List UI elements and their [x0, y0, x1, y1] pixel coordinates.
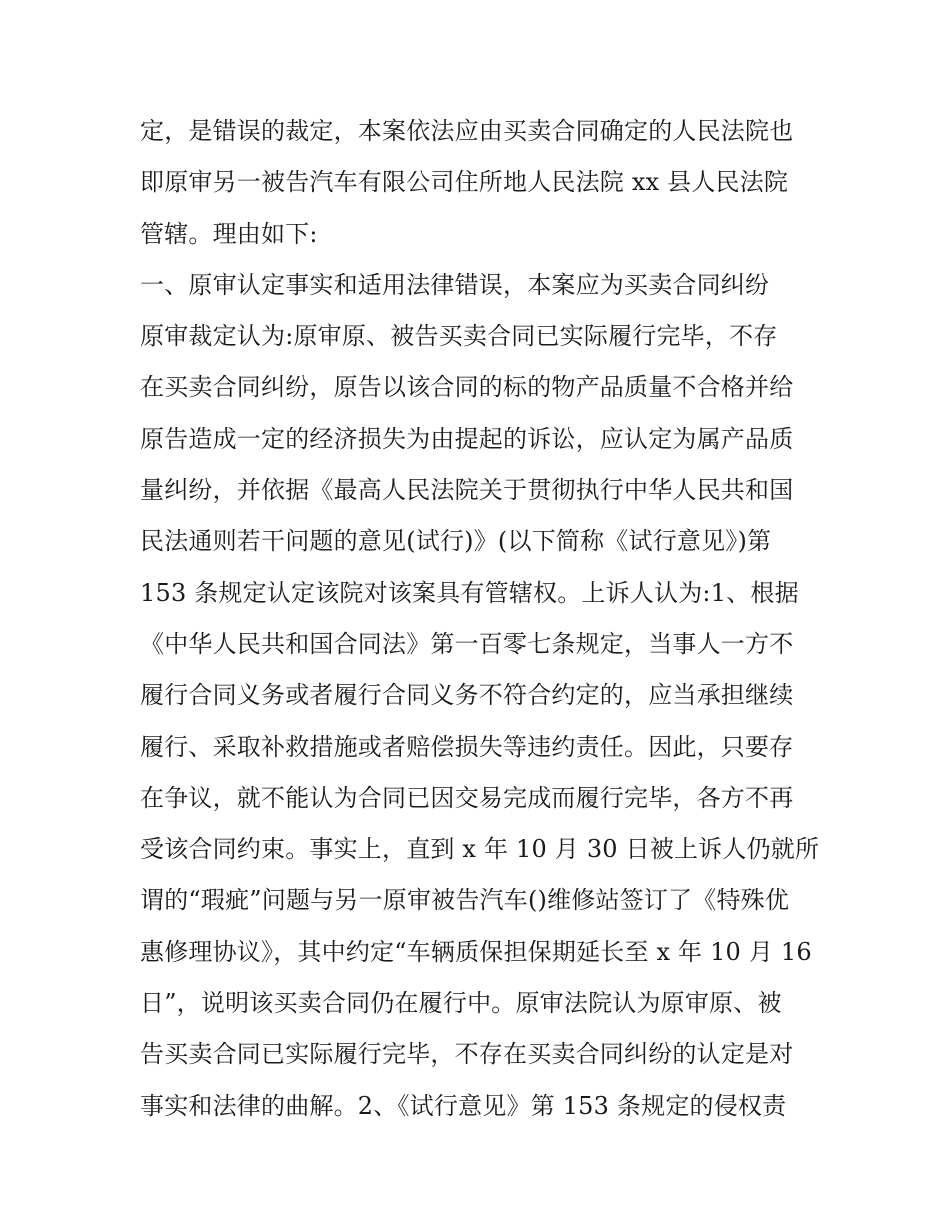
- text-line: 一、原审认定事实和适用法律错误，本案应为买卖合同纠纷: [140, 270, 770, 299]
- text-line: 事实和法律的曲解。2、《试行意见》第 153 条规定的侵权责: [140, 1091, 787, 1120]
- text-line: 惠修理协议》，其中约定“车辆质保担保期延长至 x 年 10 月 16: [140, 937, 812, 966]
- text-line: 民法通则若干问题的意见(试行)》(以下简称《试行意见》)第: [140, 527, 772, 556]
- text-line: 告买卖合同已实际履行完毕，不存在买卖合同纠纷的认定是对: [140, 1040, 794, 1069]
- text-line: 受该合同约束。事实上，直到 x 年 10 月 30 日被上诉人仍就所: [140, 835, 820, 864]
- text-line: 《中华人民共和国合同法》第一百零七条规定，当事人一方不: [140, 629, 794, 658]
- text-line: 在争议，就不能认为合同已因交易完成而履行完毕，各方不再: [140, 783, 794, 812]
- document-body: [140, 106, 820, 1132]
- text-line: 履行、采取补救措施或者赔偿损失等违约责任。因此，只要存: [140, 732, 794, 761]
- text-line: 原告造成一定的经济损失为由提起的诉讼，应认定为属产品质: [140, 424, 794, 453]
- text-line: 量纠纷，并依据《最高人民法院关于贯彻执行中华人民共和国: [140, 476, 794, 505]
- text-line: 管辖。理由如下:: [140, 219, 318, 248]
- text-line: 原审裁定认为:原审原、被告买卖合同已实际履行完毕，不存: [140, 322, 778, 351]
- text-line: 153 条规定认定该院对该案具有管辖权。上诉人认为:1、根据: [140, 578, 799, 607]
- text-line: 在买卖合同纠纷，原告以该合同的标的物产品质量不合格并给: [140, 373, 794, 402]
- text-line: 即原审另一被告汽车有限公司住所地人民法院 xx 县人民法院: [140, 168, 789, 197]
- text-line: 定，是错误的裁定，本案依法应由买卖合同确定的人民法院也: [140, 117, 794, 145]
- text-line: 日”，说明该买卖合同仍在履行中。原审法院认为原审原、被: [140, 989, 782, 1018]
- text-line: 履行合同义务或者履行合同义务不符合约定的，应当承担继续: [140, 681, 794, 710]
- text-line: 谓的“瑕疵”问题与另一原审被告汽车()维修站签订了《特殊优: [140, 886, 790, 915]
